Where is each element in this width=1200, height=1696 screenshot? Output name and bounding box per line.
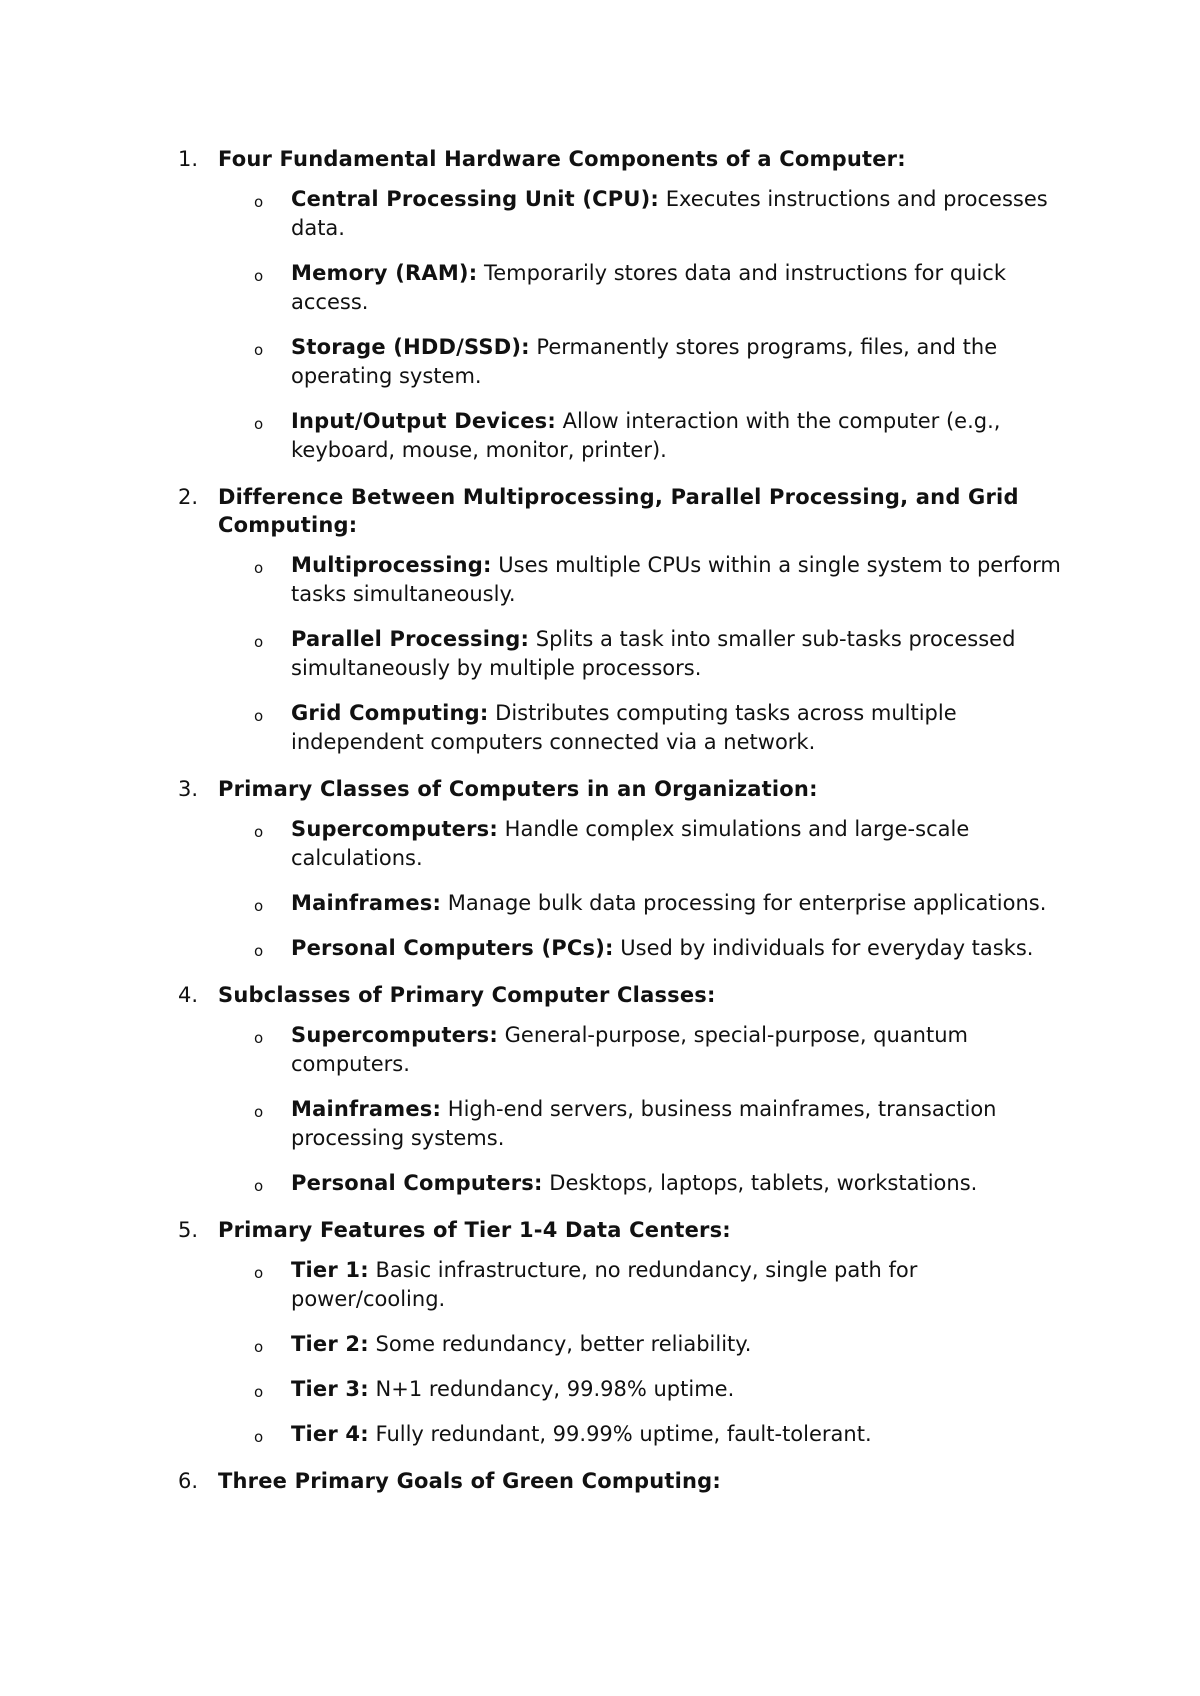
item-description: Basic infrastructure, no redundancy, single path for power/cooling. (291, 1258, 918, 1311)
section-heading: Subclasses of Primary Computer Classes: (218, 983, 716, 1007)
section-heading: Primary Features of Tier 1-4 Data Centers: (218, 1218, 731, 1242)
item-term: Mainframes: (291, 891, 442, 915)
list-section (178, 1216, 1078, 1449)
bullet-circle-icon: o (254, 1264, 264, 1282)
list-item (218, 1256, 1078, 1314)
list-section (178, 483, 1078, 757)
bullet-circle-icon: o (254, 341, 264, 359)
item-description: Used by individuals for everyday tasks. (613, 936, 1034, 960)
list-item (218, 1375, 1078, 1404)
list-item (218, 699, 1078, 757)
list-section (178, 1467, 1078, 1495)
numbered-list (178, 145, 1078, 1513)
bullet-list (218, 815, 1078, 963)
bullet-circle-icon: o (254, 1383, 264, 1401)
bullet-circle-icon: o (254, 823, 264, 841)
bullet-list (218, 185, 1078, 465)
bullet-list (218, 551, 1078, 757)
bullet-circle-icon: o (254, 559, 264, 577)
section-number: 4. (178, 983, 199, 1007)
section-number: 2. (178, 485, 199, 509)
section-number: 1. (178, 147, 199, 171)
item-description: High-end servers, business mainframes, transaction processing systems. (291, 1097, 997, 1150)
bullet-circle-icon: o (254, 942, 264, 960)
item-term: Supercomputers: (291, 817, 498, 841)
list-item (218, 551, 1078, 609)
section-number: 6. (178, 1469, 199, 1493)
item-description: Uses multiple CPUs within a single system to perform tasks simultaneously. (291, 553, 1061, 606)
list-item (218, 625, 1078, 683)
list-item (218, 889, 1078, 918)
item-description: Fully redundant, 99.99% uptime, fault-tolerant. (368, 1422, 872, 1446)
bullet-circle-icon: o (254, 633, 264, 651)
list-item (218, 1095, 1078, 1153)
item-term: Memory (RAM): (291, 261, 478, 285)
item-term: Tier 3: (291, 1377, 369, 1401)
bullet-circle-icon: o (254, 1103, 264, 1121)
section-number: 3. (178, 777, 199, 801)
item-term: Multiprocessing: (291, 553, 492, 577)
item-description: Allow interaction with the computer (e.g., keyboard, mouse, monitor, printer). (291, 409, 1001, 462)
section-heading: Primary Classes of Computers in an Organization: (218, 777, 818, 801)
item-term: Personal Computers (PCs): (291, 936, 614, 960)
list-item (218, 185, 1078, 243)
item-term: Tier 4: (291, 1422, 369, 1446)
list-section (178, 981, 1078, 1198)
item-term: Input/Output Devices: (291, 409, 556, 433)
item-description: Permanently stores programs, files, and the operating system. (291, 335, 998, 388)
item-term: Tier 2: (291, 1332, 369, 1356)
item-term: Grid Computing: (291, 701, 489, 725)
item-description: Handle complex simulations and large-scale calculations. (291, 817, 970, 870)
bullet-circle-icon: o (254, 415, 264, 433)
item-description: Manage bulk data processing for enterprise applications. (441, 891, 1047, 915)
item-term: Parallel Processing: (291, 627, 530, 651)
section-heading: Four Fundamental Hardware Components of a Computer: (218, 147, 906, 171)
item-term: Supercomputers: (291, 1023, 498, 1047)
bullet-circle-icon: o (254, 1338, 264, 1356)
item-description: Splits a task into smaller sub-tasks processed simultaneously by multiple processors. (291, 627, 1016, 680)
list-item (218, 333, 1078, 391)
bullet-circle-icon: o (254, 193, 264, 211)
item-description: Executes instructions and processes data. (291, 187, 1048, 240)
list-item (218, 1420, 1078, 1449)
item-term: Central Processing Unit (CPU): (291, 187, 660, 211)
bullet-circle-icon: o (254, 1029, 264, 1047)
section-number: 5. (178, 1218, 199, 1242)
item-term: Tier 1: (291, 1258, 369, 1282)
item-description: Temporarily stores data and instructions for quick access. (291, 261, 1006, 314)
list-item (218, 1021, 1078, 1079)
bullet-list (218, 1021, 1078, 1198)
list-item (218, 1169, 1078, 1198)
item-term: Storage (HDD/SSD): (291, 335, 530, 359)
list-item (218, 407, 1078, 465)
list-section (178, 775, 1078, 963)
bullet-list (218, 1256, 1078, 1449)
list-item (218, 259, 1078, 317)
bullet-circle-icon: o (254, 1428, 264, 1446)
bullet-circle-icon: o (254, 1177, 264, 1195)
item-term: Mainframes: (291, 1097, 442, 1121)
bullet-circle-icon: o (254, 707, 264, 725)
item-description: General-purpose, special-purpose, quantum computers. (291, 1023, 968, 1076)
section-heading: Three Primary Goals of Green Computing: (218, 1469, 721, 1493)
item-description: Distributes computing tasks across multiple independent computers connected via a network. (291, 701, 957, 754)
list-section (178, 145, 1078, 465)
item-description: Some redundancy, better reliability. (368, 1332, 752, 1356)
list-item (218, 815, 1078, 873)
bullet-circle-icon: o (254, 897, 264, 915)
list-item (218, 934, 1078, 963)
list-item (218, 1330, 1078, 1359)
item-description: N+1 redundancy, 99.98% uptime. (368, 1377, 735, 1401)
item-term: Personal Computers: (291, 1171, 543, 1195)
bullet-circle-icon: o (254, 267, 264, 285)
section-heading: Difference Between Multiprocessing, Parallel Processing, and Grid Computing: (218, 485, 1019, 537)
item-description: Desktops, laptops, tablets, workstations. (542, 1171, 978, 1195)
